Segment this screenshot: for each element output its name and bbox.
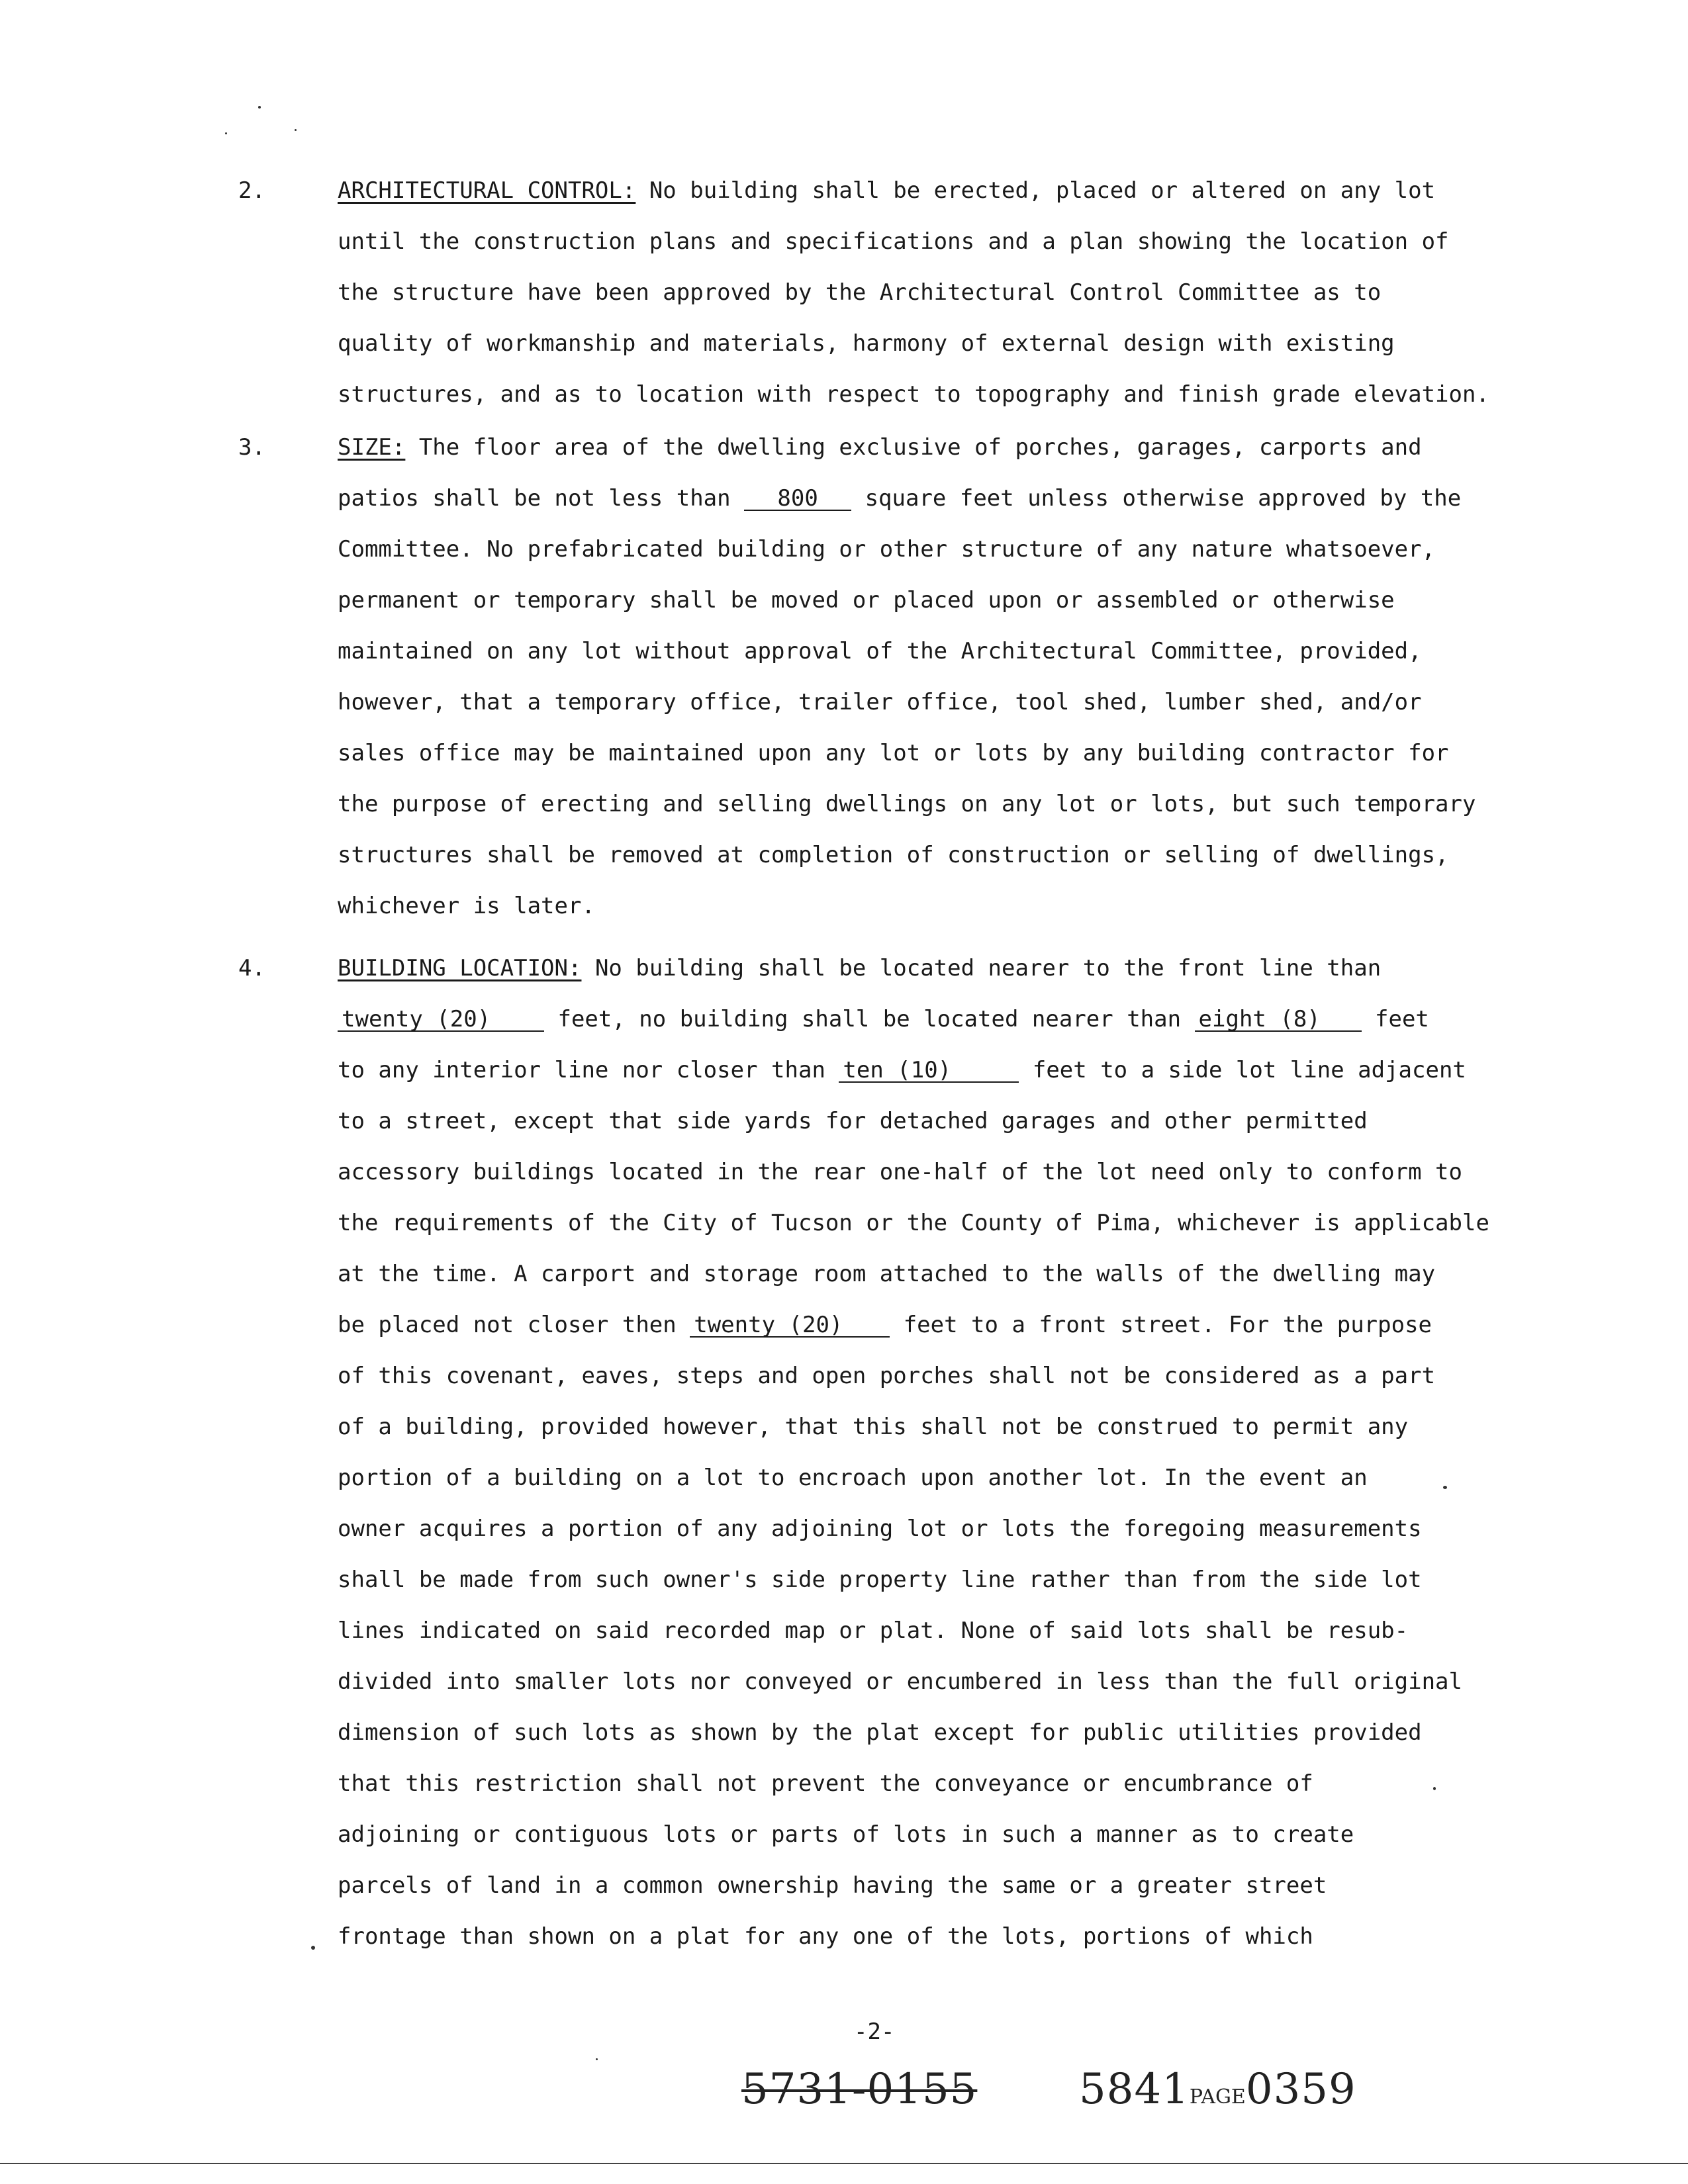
text-line: of a building, provided however, that this shall not be construed to permit any [338,1414,1409,1440]
text-line: the requirements of the City of Tucson or the County of Pima, whichever is applicable [338,1210,1489,1236]
text-line: of this covenant, eaves, steps and open porches shall not be considered as a part [338,1363,1436,1389]
scan-speck [596,2058,598,2060]
front-setback-blank: twenty (20) [338,1008,544,1032]
text-line: adjoining or contiguous lots or parts of lots in such a manner as to create [338,1821,1354,1848]
recording-stamp-old: 5731-0155 [741,2065,978,2114]
section-architectural-control [238,165,1489,420]
text-line: at the time. A carport and storage room attached to the walls of the dwelling may [338,1261,1436,1287]
section-heading: BUILDING LOCATION: [338,955,582,981]
section-heading: SIZE: [338,434,406,461]
section-building-location [238,943,1489,1962]
text-line: accessory buildings located in the rear one-half of the lot need only to conform to [338,1159,1462,1185]
scan-speck [1443,1486,1447,1489]
text-line: frontage than shown on a plat for any one of the lots, portions of which [338,1923,1313,1950]
section-size [238,422,1476,932]
page-number: -2- [854,2019,895,2045]
text-line: whichever is later. [338,893,595,919]
section-number: 2. [238,177,265,204]
scan-speck [225,132,227,134]
text-line: be placed not closer then twenty (20) feet to a front street. For the purpose [338,1312,1432,1338]
section-first-line: BUILDING LOCATION: No building shall be located nearer to the front line than [338,955,1382,981]
interior-setback-blank: eight (8) [1195,1008,1362,1032]
text-line: the purpose of erecting and selling dwellings on any lot or lots, but such temporary [338,791,1476,817]
text-line: permanent or temporary shall be moved or placed upon or assembled or otherwise [338,587,1395,614]
scan-speck [311,1946,315,1950]
text-line: twenty (20) feet, no building shall be located nearer than eight (8) feet [338,994,1463,1045]
text-line: however, that a temporary office, trailer office, tool shed, lumber shed, and/or [338,689,1422,715]
stamp-book: 5841 [1079,2065,1190,2114]
section-number: 4. [238,955,265,981]
text-line: lines indicated on said recorded map or plat. None of said lots shall be resub- [338,1617,1409,1644]
section-first-line: SIZE: The floor area of the dwelling exclusive of porches, garages, carports and [338,434,1422,461]
text-line: to any interior line nor closer than ten (10) feet to a side lot line adjacent [338,1057,1466,1083]
stamp-page-label: PAGE [1189,2085,1246,2109]
section-first-line: ARCHITECTURAL CONTROL: No building shall be erected, placed or altered on any lot [338,177,1436,204]
text-line: parcels of land in a common ownership having the same or a greater street [338,1872,1327,1899]
side-street-setback-blank: ten (10) [839,1059,1019,1083]
section-heading: ARCHITECTURAL CONTROL: [338,177,636,204]
text-line: that this restriction shall not prevent the conveyance or encumbrance of [338,1770,1313,1797]
scan-speck [258,106,261,109]
text-line: quality of workmanship and materials, harmony of external design with existing [338,330,1395,357]
text-line: patios shall be not less than 800 square feet unless otherwise approved by the [338,485,1462,512]
text-line: to a street, except that side yards for detached garages and other permitted [338,1108,1368,1134]
scan-speck [295,129,297,131]
carport-setback-blank: twenty (20) [690,1314,890,1338]
text-line: structures shall be removed at completion of construction or selling of dwellings, [338,842,1449,868]
text-line: the structure have been approved by the Architectural Control Committee as to [338,279,1382,306]
text-line: until the construction plans and specifications and a plan showing the location of [338,228,1449,255]
text-line: owner acquires a portion of any adjoining lot or lots the foregoing measurements [338,1516,1422,1542]
bottom-scan-edge [0,2163,1688,2164]
recording-stamp-new [1079,2065,1356,2114]
text-line: divided into smaller lots nor conveyed or encumbered in less than the full original [338,1668,1462,1695]
text-line: structures, and as to location with respect to topography and finish grade elevation. [338,381,1489,408]
text-line: maintained on any lot without approval of the Architectural Committee, provided, [338,638,1422,664]
text-line: dimension of such lots as shown by the plat except for public utilities provided [338,1719,1422,1746]
section-number: 3. [238,434,265,461]
text-line: shall be made from such owner's side property line rather than from the side lot [338,1567,1422,1593]
stamp-page: 0359 [1245,2065,1356,2114]
text-line: sales office may be maintained upon any lot or lots by any building contractor for [338,740,1449,766]
scan-speck [1433,1787,1436,1790]
text-line: Committee. No prefabricated building or other structure of any nature whatsoever, [338,536,1436,563]
text-line: portion of a building on a lot to encroach upon another lot. In the event an [338,1465,1368,1491]
min-area-blank: 800 [744,487,851,511]
